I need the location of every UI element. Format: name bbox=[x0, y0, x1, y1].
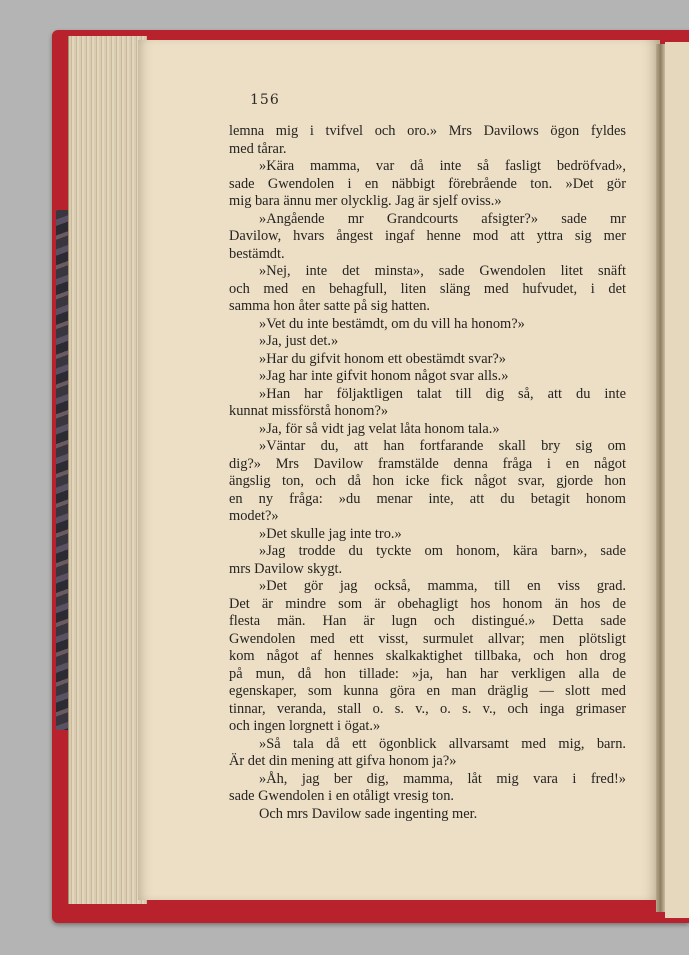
text-line: modet?» bbox=[229, 508, 279, 524]
text-line: och med en behagfull, liten släng med hufvudet, i det bbox=[229, 280, 626, 297]
text-line: bestämdt. bbox=[229, 245, 285, 262]
text-line: »Det gör jag också, mamma, till en viss grad. bbox=[259, 578, 626, 594]
text-line: samma hon åter satte på sig hatten. bbox=[229, 298, 431, 314]
text-line: mrs Davilow skygt. bbox=[229, 560, 343, 577]
text-line: tinnar, veranda, stall o. s. v., o. s. v., och inga grimaser bbox=[229, 700, 626, 717]
text-line: »Väntar du, att han fortfarande skall bry sig om bbox=[259, 438, 626, 454]
text-line: lemna mig i tvifvel och oro.» Mrs Davilows ögon fyldes bbox=[229, 123, 626, 139]
page-number: 156 bbox=[250, 92, 280, 108]
text-line: »Nej, inte det minsta», sade Gwendolen litet snäft bbox=[259, 263, 626, 279]
text-line: egenskaper, som kunna göra en man dräglig — slott med bbox=[229, 683, 626, 699]
body-text bbox=[229, 123, 626, 823]
text-line: sade Gwendolen i en otåligt vresig ton. bbox=[229, 788, 455, 804]
text-line: »Vet du inte bestämdt, om du vill ha honom?» bbox=[259, 315, 525, 332]
text-line: kom något af hennes skalkaktighet tillbaka, och hon drog bbox=[229, 648, 626, 664]
text-line: »Det skulle jag inte tro.» bbox=[259, 525, 402, 542]
text-line: kunnat missförstå honom?» bbox=[229, 403, 389, 419]
text-line: »Åh, jag ber dig, mamma, låt mig vara i fred!» bbox=[259, 770, 626, 787]
text-line: flesta män. Han är lugn och distingué.» Detta sade bbox=[229, 613, 626, 629]
text-line: »Ja, för så vidt jag velat låta honom tala.» bbox=[259, 420, 500, 437]
text-line: »Har du gifvit honom ett obestämdt svar?» bbox=[259, 350, 506, 367]
text-line: och ingen lorgnett i ögat.» bbox=[229, 718, 381, 734]
text-line: med tårar. bbox=[229, 140, 287, 157]
text-line: »Ja, just det.» bbox=[259, 333, 339, 349]
text-line: Gwendolen med ett visst, surmulet allvar; men plötsligt bbox=[229, 630, 626, 647]
text-line: Och mrs Davilow sade ingenting mer. bbox=[259, 805, 478, 822]
text-line: »Han har följaktligen talat till dig så, att du inte bbox=[259, 385, 626, 402]
text-line: Davilow, hvars ångest ingaf henne mod att yttra sig mer bbox=[229, 228, 626, 244]
text-line: mig bara ännu mer olycklig. Jag är sjelf oviss.» bbox=[229, 193, 502, 209]
text-line: dig?» Mrs Davilow framstälde denna fråga i en något bbox=[229, 455, 626, 472]
text-line: ängslig ton, och då hon icke fick något svar, gjorde hon bbox=[229, 473, 626, 489]
text-line: en ny fråga: »du menar inte, att du betagit honom bbox=[229, 490, 626, 507]
text-line: Är det din mening att gifva honom ja?» bbox=[229, 753, 457, 769]
right-page-edge bbox=[665, 42, 689, 918]
text-line: på mun, då hon tillade: »ja, han har verkligen alla de bbox=[229, 665, 626, 682]
page-edges bbox=[68, 36, 147, 904]
text-line: Det är mindre som är obehagligt hos honom än hos de bbox=[229, 595, 626, 612]
text-line: »Kära mamma, var då inte så fasligt bedröfvad», bbox=[259, 158, 626, 174]
text-line: »Jag trodde du tyckte om honom, kära barn», sade bbox=[259, 543, 626, 559]
text-line: »Angående mr Grandcourts afsigter?» sade mr bbox=[259, 210, 626, 227]
text-line: »Så tala då ett ögonblick allvarsamt med mig, barn. bbox=[259, 735, 626, 752]
text-line: sade Gwendolen i en näbbigt förebrående ton. »Det gör bbox=[229, 175, 626, 192]
text-line: »Jag har inte gifvit honom något svar alls.» bbox=[259, 368, 509, 384]
